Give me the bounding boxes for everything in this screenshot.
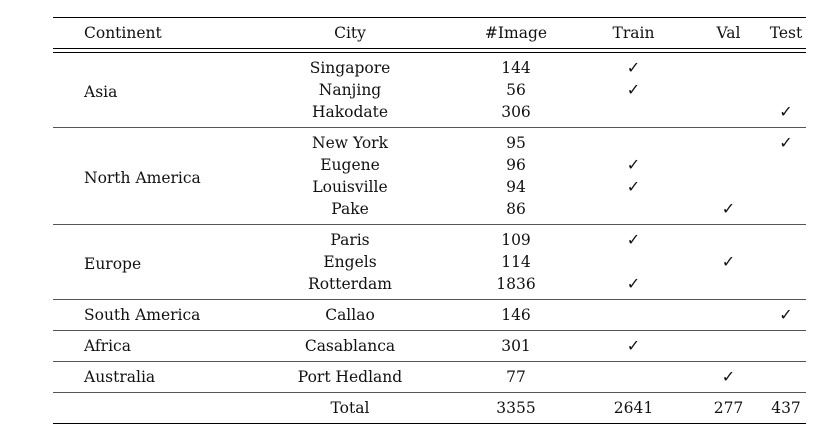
checkmark-icon: ✓ xyxy=(626,230,641,249)
train-cell xyxy=(576,251,691,273)
val-cell xyxy=(691,225,766,252)
header-image-count: #Image xyxy=(484,24,548,42)
checkmark-icon: ✓ xyxy=(779,133,793,152)
test-cell xyxy=(766,79,806,101)
train-cell xyxy=(576,101,691,128)
totals-images: 3355 xyxy=(456,393,576,424)
checkmark-icon: ✓ xyxy=(721,252,736,271)
city-cell: Singapore xyxy=(309,59,391,77)
header-continent: Continent xyxy=(84,24,162,42)
city-cell: Casablanca xyxy=(244,331,456,362)
totals-test: 437 xyxy=(766,393,806,424)
test-cell xyxy=(766,198,806,225)
continent-cell: North America xyxy=(53,128,244,225)
checkmark-icon: ✓ xyxy=(626,177,641,196)
table-header-row xyxy=(53,18,806,49)
train-cell xyxy=(576,273,691,300)
continent-cell: Europe xyxy=(53,225,244,300)
test-cell xyxy=(766,331,806,362)
checkmark-icon: ✓ xyxy=(626,58,641,77)
train-cell xyxy=(576,79,691,101)
image-count-cell: 56 xyxy=(506,81,526,99)
image-count-cell: 94 xyxy=(506,178,526,196)
val-cell xyxy=(691,198,766,225)
val-cell xyxy=(691,362,766,393)
image-count-cell: 77 xyxy=(456,362,576,393)
city-cell: Louisville xyxy=(312,178,388,196)
test-cell xyxy=(766,362,806,393)
val-cell xyxy=(691,273,766,300)
totals-train: 2641 xyxy=(576,393,691,424)
train-cell xyxy=(576,362,691,393)
train-cell xyxy=(576,53,691,80)
table-row xyxy=(53,128,806,155)
dataset-split-table xyxy=(53,17,806,424)
city-cell: Port Hedland xyxy=(244,362,456,393)
city-cell: Rotterdam xyxy=(308,275,392,293)
city-cell: Nanjing xyxy=(318,81,382,99)
totals-row xyxy=(53,393,806,424)
val-cell xyxy=(691,128,766,155)
image-count-cell: 114 xyxy=(501,253,531,271)
test-cell xyxy=(766,176,806,198)
image-count-cell: 146 xyxy=(456,300,576,331)
totals-empty-cell xyxy=(53,393,244,424)
test-cell xyxy=(766,53,806,80)
train-cell xyxy=(576,198,691,225)
image-count-cell: 95 xyxy=(456,128,576,155)
checkmark-icon: ✓ xyxy=(721,199,736,218)
checkmark-icon: ✓ xyxy=(626,274,641,293)
val-cell xyxy=(691,176,766,198)
city-cell: Engels xyxy=(323,253,377,271)
city-cell: Paris xyxy=(244,225,456,252)
train-cell xyxy=(576,225,691,252)
image-count-cell: 144 xyxy=(501,59,531,77)
header-city: City xyxy=(334,24,366,42)
train-cell xyxy=(576,331,691,362)
image-count-cell: 1836 xyxy=(496,275,536,293)
train-cell xyxy=(576,128,691,155)
city-cell: Eugene xyxy=(320,156,380,174)
checkmark-icon: ✓ xyxy=(721,367,736,386)
image-count-cell: 109 xyxy=(456,225,576,252)
test-cell xyxy=(766,251,806,273)
checkmark-icon: ✓ xyxy=(779,305,793,324)
table-row xyxy=(53,300,806,331)
dataset-table-container xyxy=(53,17,806,424)
val-cell xyxy=(691,300,766,331)
test-cell xyxy=(766,225,806,252)
val-cell xyxy=(691,331,766,362)
checkmark-icon: ✓ xyxy=(626,155,641,174)
train-cell xyxy=(576,176,691,198)
continent-cell: Africa xyxy=(53,331,244,362)
continent-cell: Australia xyxy=(53,362,244,393)
val-cell xyxy=(691,79,766,101)
val-cell xyxy=(691,154,766,176)
city-cell: Callao xyxy=(244,300,456,331)
train-cell xyxy=(576,300,691,331)
val-cell xyxy=(691,53,766,80)
val-cell xyxy=(691,251,766,273)
table-row xyxy=(53,53,806,80)
val-cell xyxy=(691,101,766,128)
image-count-cell: 96 xyxy=(506,156,526,174)
header-train: Train xyxy=(612,24,655,42)
test-cell xyxy=(766,273,806,300)
table-body xyxy=(53,53,806,393)
city-cell: New York xyxy=(244,128,456,155)
continent-cell: Asia xyxy=(84,83,118,101)
checkmark-icon: ✓ xyxy=(626,336,641,355)
image-count-cell: 86 xyxy=(506,200,526,218)
image-count-cell: 306 xyxy=(501,103,531,121)
checkmark-icon: ✓ xyxy=(779,102,793,121)
city-cell: Hakodate xyxy=(311,103,389,121)
image-count-cell: 301 xyxy=(456,331,576,362)
train-cell xyxy=(576,154,691,176)
table-row xyxy=(53,362,806,393)
table-row xyxy=(53,331,806,362)
totals-val: 277 xyxy=(691,393,766,424)
continent-cell: South America xyxy=(53,300,244,331)
test-cell xyxy=(766,101,806,128)
checkmark-icon: ✓ xyxy=(626,80,641,99)
header-val: Val xyxy=(716,24,741,42)
table-row xyxy=(53,225,806,252)
city-cell: Pake xyxy=(331,200,369,218)
test-cell xyxy=(766,128,806,155)
header-test: Test xyxy=(769,24,803,42)
test-cell xyxy=(766,154,806,176)
totals-label: Total xyxy=(244,393,456,424)
test-cell xyxy=(766,300,806,331)
